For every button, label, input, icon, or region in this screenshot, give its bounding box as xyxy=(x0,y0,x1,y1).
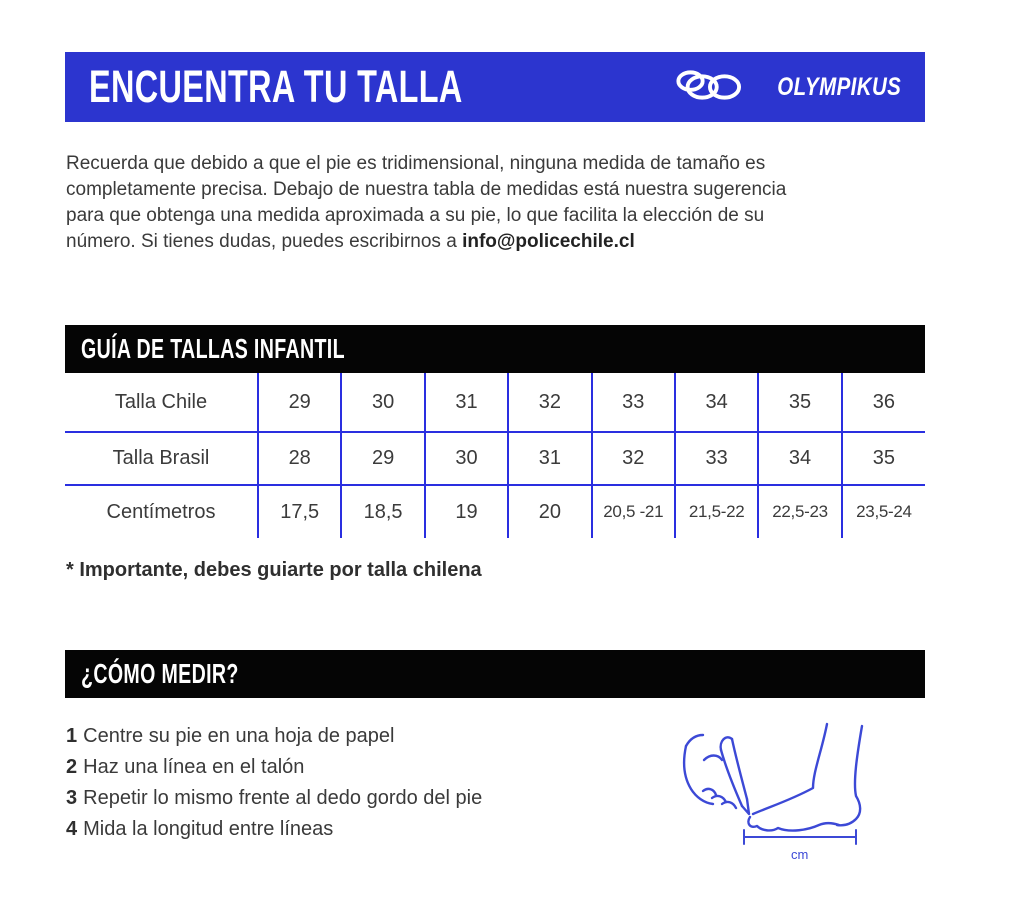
measurement-line xyxy=(744,830,856,844)
size-cell: 20 xyxy=(508,485,591,538)
size-cell: 35 xyxy=(842,432,925,485)
header-banner xyxy=(65,52,925,122)
size-cell: 32 xyxy=(508,373,591,432)
size-cell: 33 xyxy=(675,432,758,485)
hand-wrist-line xyxy=(686,735,703,746)
step-text: Mida la longitud entre líneas xyxy=(83,818,334,840)
size-cell: 29 xyxy=(341,432,424,485)
size-cell: 30 xyxy=(341,373,424,432)
table-row-talla-brasil xyxy=(65,432,925,485)
table-row-centimetros xyxy=(65,485,925,538)
size-cell: 31 xyxy=(508,432,591,485)
step-number: 2 xyxy=(66,756,78,778)
hand-finger xyxy=(703,789,716,795)
intro-line-text: número. Si tienes dudas, puedes escribirnos a xyxy=(66,231,463,252)
hand-finger xyxy=(722,802,736,808)
page-title: ENCUENTRA TU TALLA xyxy=(89,61,463,112)
row-label: Talla Brasil xyxy=(65,432,258,485)
step-item xyxy=(66,783,482,814)
size-cell: 23,5-24 xyxy=(842,485,925,538)
size-cell: 31 xyxy=(425,373,508,432)
step-item xyxy=(66,814,482,845)
row-label: Talla Chile xyxy=(65,373,258,432)
pen-tip xyxy=(742,799,749,814)
intro-line xyxy=(66,229,936,255)
size-guide-title: GUÍA DE TALLAS INFANTIL xyxy=(81,333,345,364)
size-cell: 17,5 xyxy=(258,485,341,538)
row-label: Centímetros xyxy=(106,500,216,523)
intro-line: completamente precisa. Debajo de nuestra tabla de medidas está nuestra sugerencia xyxy=(66,179,787,200)
pen-cap xyxy=(721,737,732,750)
size-cell: 18,5 xyxy=(341,485,424,538)
size-table xyxy=(65,373,925,538)
foot-sole-line xyxy=(748,817,839,831)
important-note: * Importante, debes guiarte por talla chilena xyxy=(66,559,482,581)
step-text: Haz una línea en el talón xyxy=(83,756,305,778)
foot-instep-line xyxy=(753,724,827,814)
size-cell: 21,5-22 xyxy=(675,485,758,538)
measuring-steps-list xyxy=(66,721,482,845)
hand-thumb xyxy=(704,756,722,761)
size-cell: 30 xyxy=(425,432,508,485)
contact-email-link[interactable]: info@policechile.cl xyxy=(462,231,635,252)
step-text: Repetir lo mismo frente al dedo gordo del pie xyxy=(83,787,483,809)
table-row-talla-chile xyxy=(65,373,925,432)
cm-label: cm xyxy=(791,847,809,862)
size-cell: 22,5-23 xyxy=(758,485,841,538)
olympikus-wordmark: OLYMPIKUS xyxy=(776,72,901,101)
hand-finger xyxy=(712,796,726,802)
size-cell: 34 xyxy=(758,432,841,485)
size-cell: 34 xyxy=(675,373,758,432)
size-cell: 35 xyxy=(758,373,841,432)
olympikus-logo xyxy=(674,66,901,109)
step-text: Centre su pie en una hoja de papel xyxy=(83,725,395,747)
hand-outline xyxy=(684,746,713,804)
size-cell: 28 xyxy=(258,432,341,485)
step-number: 3 xyxy=(66,787,78,809)
size-cell: 20,5 -21 xyxy=(592,485,675,538)
step-number: 1 xyxy=(66,725,78,747)
size-cell: 33 xyxy=(592,373,675,432)
intro-paragraph xyxy=(66,151,936,255)
intro-line: para que obtenga una medida aproximada a su pie, lo que facilita la elección de su xyxy=(66,205,765,226)
size-guide-banner xyxy=(65,325,925,373)
how-to-measure-banner xyxy=(65,650,925,698)
foot-heel-line xyxy=(837,726,862,825)
step-number: 4 xyxy=(66,818,78,840)
foot-measuring-illustration xyxy=(650,700,960,875)
intro-line: Recuerda que debido a que el pie es tridimensional, ninguna medida de tamaño es xyxy=(66,153,766,174)
step-item xyxy=(66,721,482,752)
size-cell: 29 xyxy=(258,373,341,432)
size-cell: 36 xyxy=(842,373,925,432)
size-cell: 19 xyxy=(425,485,508,538)
step-item xyxy=(66,752,482,783)
size-cell: 32 xyxy=(592,432,675,485)
olympikus-rings-icon xyxy=(674,66,742,109)
how-to-measure-title: ¿CÓMO MEDIR? xyxy=(81,658,239,689)
